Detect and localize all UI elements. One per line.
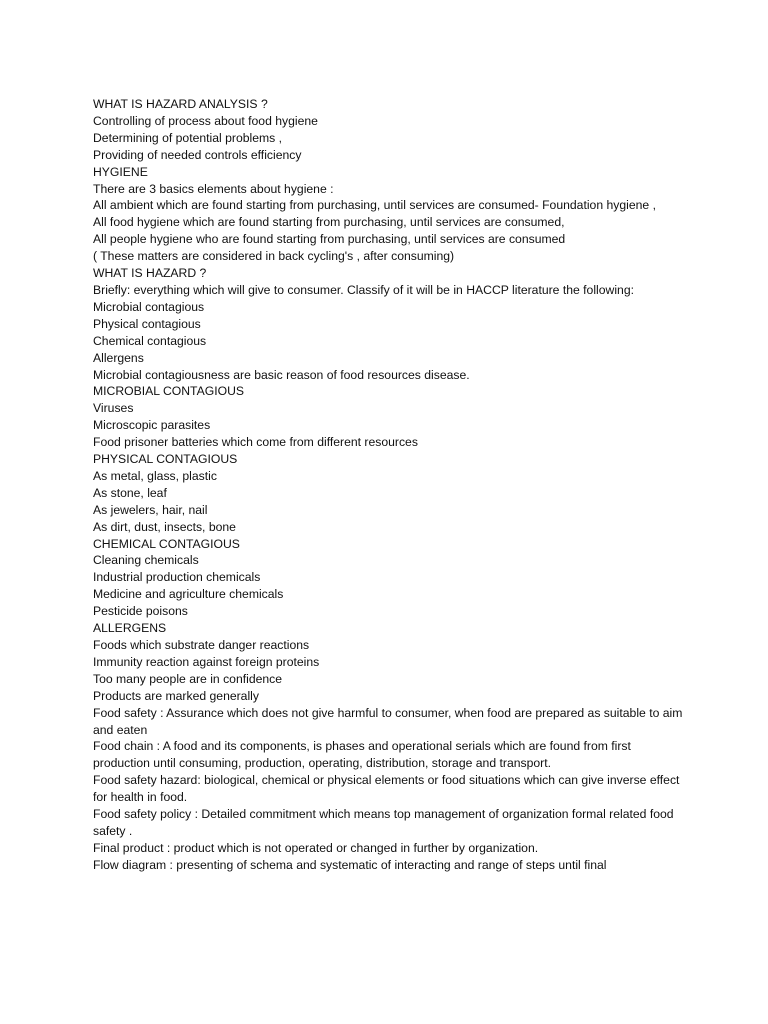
heading-hazard: WHAT IS HAZARD ? — [93, 266, 207, 281]
text-line: Microbial contagiousness are basic reason of food resources disease. — [93, 367, 470, 382]
heading-physical-contagious: PHYSICAL CONTAGIOUS — [93, 452, 238, 467]
text-line: Microscopic parasites — [93, 418, 211, 433]
text-line: Immunity reaction against foreign proteins — [93, 654, 320, 669]
text-line: Controlling of process about food hygiene — [93, 113, 318, 128]
definition-food-chain: Food chain : A food and its components, is phases and operational serials which are found from first production until consuming, production, operating, distribution, storage and transport. — [93, 739, 631, 771]
text-line: As stone, leaf — [93, 485, 167, 500]
text-line: All people hygiene who are found starting from purchasing, until services are consumed — [93, 232, 566, 247]
text-line: Cleaning chemicals — [93, 553, 199, 568]
heading-hazard-analysis: WHAT IS HAZARD ANALYSIS ? — [93, 97, 268, 111]
text-line: Providing of needed controls efficiency — [93, 147, 302, 162]
text-line: ( These matters are considered in back cycling's , after consuming) — [93, 249, 455, 264]
definition-food-safety-hazard: Food safety hazard: biological, chemical or physical elements or food situations which can give inverse effect for health in food. — [93, 773, 680, 805]
text-line: Allergens — [93, 350, 144, 365]
text-line: Medicine and agriculture chemicals — [93, 587, 284, 602]
text-line: Food prisoner batteries which come from different resources — [93, 435, 418, 450]
heading-chemical-contagious: CHEMICAL CONTAGIOUS — [93, 536, 240, 551]
text-line: Foods which substrate danger reactions — [93, 638, 310, 652]
text-line: Briefly: everything which will give to consumer. Classify of it will be in HACCP literature the following: — [93, 282, 634, 297]
definition-final-product: Final product : product which is not operated or changed in further by organization. — [93, 840, 539, 855]
text-line: Microbial contagious — [93, 299, 205, 314]
text-line: Determining of potential problems , — [93, 130, 283, 145]
definition-flow-diagram: Flow diagram : presenting of schema and systematic of interacting and range of steps until final — [93, 857, 607, 872]
text-line: Industrial production chemicals — [93, 570, 261, 585]
text-line: Physical contagious — [93, 316, 201, 331]
text-line: As dirt, dust, insects, bone — [93, 519, 236, 534]
document-body — [93, 96, 683, 874]
definition-food-safety: Food safety : Assurance which does not give harmful to consumer, when food are prepared as suitable to aim and eaten — [93, 705, 683, 737]
definition-food-safety-policy: Food safety policy : Detailed commitment which means top management of organization formal related food safety . — [93, 807, 674, 838]
text-line: Products are marked generally — [93, 688, 259, 703]
heading-microbial-contagious: MICROBIAL CONTAGIOUS — [93, 384, 245, 399]
text-line: As metal, glass, plastic — [93, 468, 217, 483]
text-line: Pesticide poisons — [93, 604, 188, 619]
text-line: Too many people are in confidence — [93, 671, 283, 686]
text-line: Chemical contagious — [93, 333, 207, 348]
heading-allergens: ALLERGENS — [93, 621, 167, 636]
text-line: As jewelers, hair, nail — [93, 502, 208, 517]
heading-hygiene: HYGIENE — [93, 164, 148, 179]
text-line: All food hygiene which are found starting from purchasing, until services are consumed, — [93, 215, 565, 230]
text-line: There are 3 basics elements about hygiene : — [93, 181, 334, 196]
text-line: Viruses — [93, 401, 134, 416]
text-line: All ambient which are found starting from purchasing, until services are consumed- Foundation hygiene , — [93, 198, 656, 213]
